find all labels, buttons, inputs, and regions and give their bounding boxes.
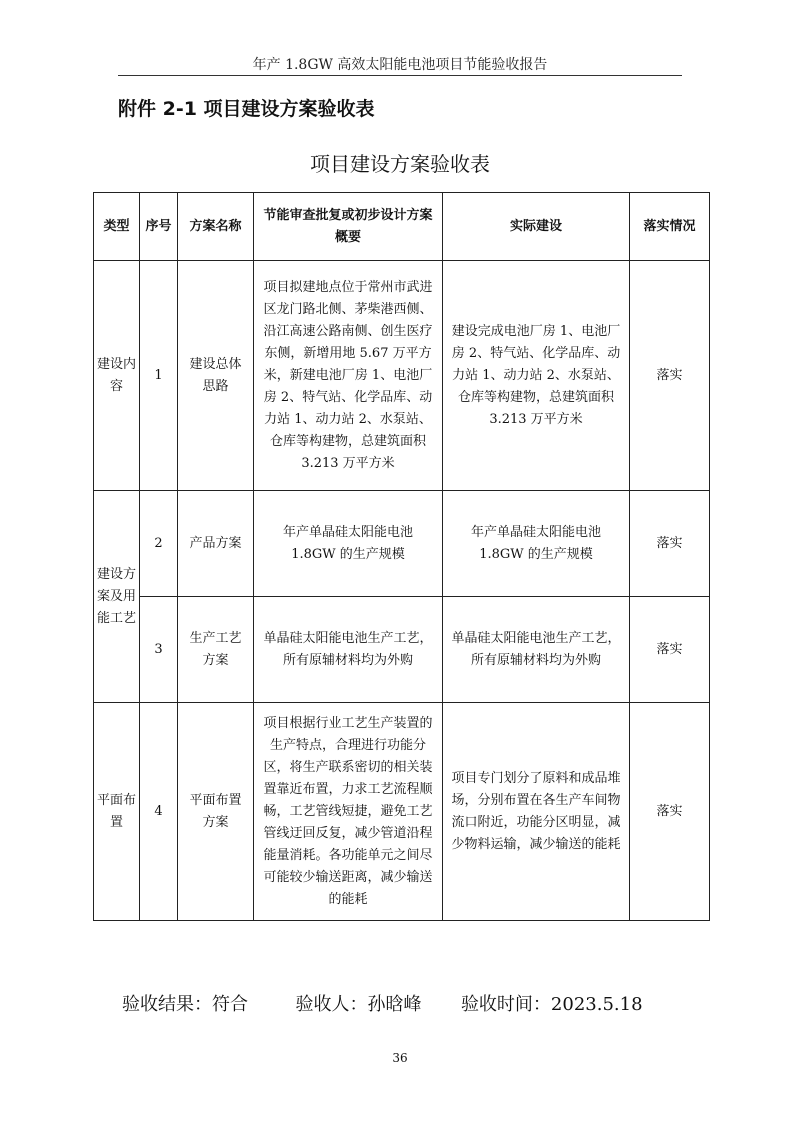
table-title: 项目建设方案验收表	[310, 152, 490, 176]
acceptance-footer	[122, 990, 643, 1016]
header-review: 节能审查批复或初步设计方案概要	[254, 193, 443, 261]
header-rule	[118, 75, 682, 76]
page-number: 36	[392, 1051, 408, 1065]
row-plan-name: 平面布置方案	[178, 703, 254, 921]
acceptance-result: 验收结果：符合	[122, 994, 248, 1015]
header-status: 落实情况	[630, 193, 710, 261]
running-header: 年产 1.8GW 高效太阳能电池项目节能验收报告	[252, 57, 548, 73]
row-seq: 2	[140, 491, 178, 597]
table-row	[94, 597, 710, 703]
row-actual: 单晶硅太阳能电池生产工艺，所有原辅材料均为外购	[443, 597, 630, 703]
acceptance-inspector: 验收人：孙晗峰	[295, 994, 422, 1015]
table-row	[94, 261, 710, 491]
group-label: 建设内容	[94, 261, 140, 491]
row-plan-name: 建设总体思路	[178, 261, 254, 491]
acceptance-time: 验收时间：2023.5.18	[460, 994, 643, 1015]
row-seq: 3	[140, 597, 178, 703]
table-row	[94, 491, 710, 597]
row-review: 项目根据行业工艺生产装置的生产特点，合理进行功能分区，将生产联系密切的相关装置靠近布置，力求工艺流程顺畅，工艺管线短捷，避免工艺管线迂回反复，减少管道沿程能量消耗。各功能单元之间尽可能较少输送距离，减少输送的能耗	[254, 703, 443, 921]
row-review: 项目拟建地点位于常州市武进区龙门路北侧、茅柴港西侧、沿江高速公路南侧、创生医疗东侧，新增用地 5.67 万平方米，新建电池厂房 1、电池厂房 2、特气站、化学品库、动力站 1、动力站 2、水泵站、仓库等构建物，总建筑面积 3.213 万平方米	[254, 261, 443, 491]
row-seq: 1	[140, 261, 178, 491]
row-status: 落实	[630, 597, 710, 703]
table-row	[94, 703, 710, 921]
row-plan-name: 生产工艺方案	[178, 597, 254, 703]
row-actual: 建设完成电池厂房 1、电池厂房 2、特气站、化学品库、动力站 1、动力站 2、水泵站、仓库等构建物，总建筑面积 3.213 万平方米	[443, 261, 630, 491]
group-label: 平面布置	[94, 703, 140, 921]
header-actual: 实际建设	[443, 193, 630, 261]
row-status: 落实	[630, 261, 710, 491]
row-status: 落实	[630, 703, 710, 921]
acceptance-table	[93, 192, 710, 921]
header-seq: 序号	[140, 193, 178, 261]
row-plan-name: 产品方案	[178, 491, 254, 597]
row-review: 单晶硅太阳能电池生产工艺，所有原辅材料均为外购	[254, 597, 443, 703]
header-type: 类型	[94, 193, 140, 261]
row-seq: 4	[140, 703, 178, 921]
row-review: 年产单晶硅太阳能电池 1.8GW 的生产规模	[254, 491, 443, 597]
table-header-row	[94, 193, 710, 261]
annex-heading: 附件 2-1 项目建设方案验收表	[118, 98, 375, 120]
group-label: 建设方案及用能工艺	[94, 491, 140, 703]
header-plan-name: 方案名称	[178, 193, 254, 261]
row-actual: 项目专门划分了原料和成品堆场，分别布置在各生产车间物流口附近，功能分区明显，减少物料运输，减少输送的能耗	[443, 703, 630, 921]
row-status: 落实	[630, 491, 710, 597]
row-actual: 年产单晶硅太阳能电池 1.8GW 的生产规模	[443, 491, 630, 597]
